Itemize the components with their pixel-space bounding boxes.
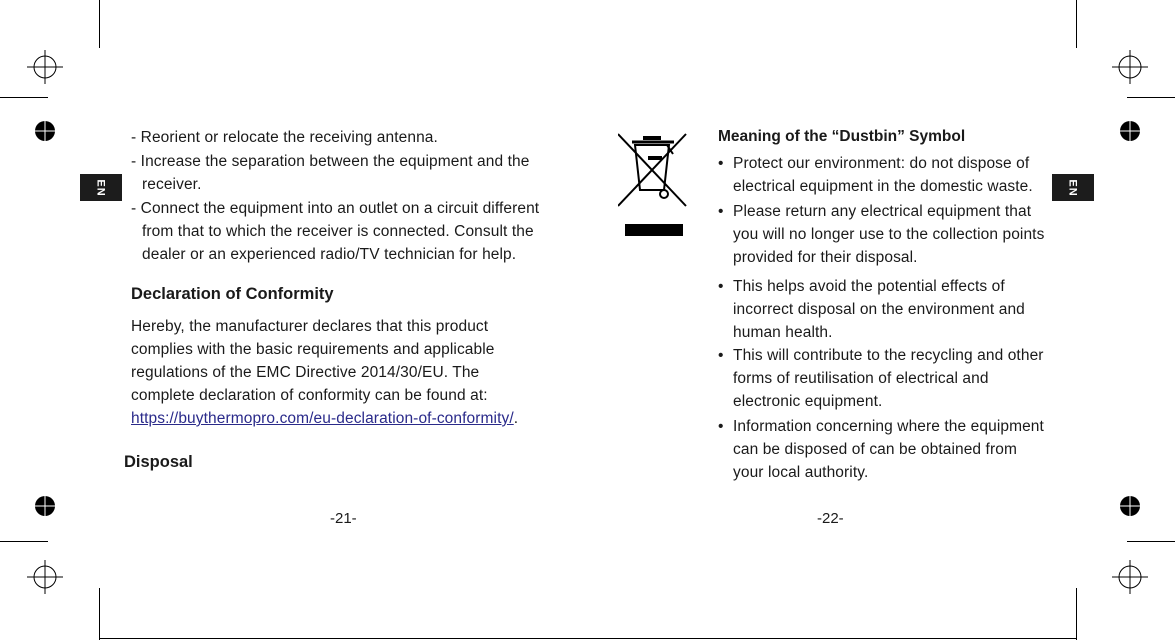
registration-mark-icon xyxy=(25,559,65,595)
bullet-list-item: • Protect our environment: do not dispose of electrical equipment in the domestic waste. xyxy=(718,152,1053,198)
declaration-link-suffix: . xyxy=(513,410,519,427)
registration-mark-icon xyxy=(25,49,65,85)
crop-target-icon xyxy=(1118,119,1142,143)
trim-mark xyxy=(0,541,48,542)
crossed-out-wheelie-bin-icon xyxy=(618,132,688,238)
bullet-list-item: • This helps avoid the potential effects of incorrect disposal on the environment and human health. xyxy=(718,275,1043,344)
disposal-heading: Disposal xyxy=(124,453,193,471)
trim-mark xyxy=(1127,97,1175,98)
declaration-text: Hereby, the manufacturer declares that this product complies with the basic requirements and applicable regulations of the EMC Directive 2014/30/EU. The complete declaration of conformity can be found at: xyxy=(131,318,495,404)
bullet-list-item: • Please return any electrical equipment that you will no longer use to the collection points provided for their disposal. xyxy=(718,200,1048,269)
page-number-left: -21- xyxy=(330,510,357,527)
dash-list-item: - Reorient or relocate the receiving antenna. xyxy=(131,129,438,146)
declaration-paragraph xyxy=(131,315,531,430)
declaration-link[interactable]: https://buythermopro.com/eu-declaration-of-conformity/ xyxy=(131,410,514,427)
language-tab-label: EN xyxy=(95,178,107,197)
crop-target-icon xyxy=(1118,494,1142,518)
language-tab-left xyxy=(80,174,122,201)
dash-list-item: - Connect the equipment into an outlet on a circuit different from that to which the receiver is connected. Consult the dealer or an experienced radio/TV technician for help. xyxy=(131,200,540,263)
crop-target-icon xyxy=(33,119,57,143)
page-bottom-edge xyxy=(100,638,1076,639)
bullet-list-item: • Information concerning where the equipment can be disposed of can be obtained from your local authority. xyxy=(718,415,1051,484)
trim-mark xyxy=(1076,588,1077,640)
trim-mark xyxy=(0,97,48,98)
declaration-heading: Declaration of Conformity xyxy=(131,285,334,303)
trim-mark xyxy=(99,588,100,640)
registration-mark-icon xyxy=(1110,559,1150,595)
trim-mark xyxy=(99,0,100,48)
language-tab-right xyxy=(1052,174,1094,201)
language-tab-label: EN xyxy=(1067,178,1079,197)
bullet-list-item: • This will contribute to the recycling and other forms of reutilisation of electrical and electronic equipment. xyxy=(718,344,1053,413)
trim-mark xyxy=(1127,541,1175,542)
dash-list-item: - Increase the separation between the equipment and the receiver. xyxy=(131,153,530,193)
registration-mark-icon xyxy=(1110,49,1150,85)
trim-mark xyxy=(1076,0,1077,48)
dustbin-symbol-heading: Meaning of the “Dustbin” Symbol xyxy=(718,128,966,145)
page-number-right: -22- xyxy=(817,510,844,527)
crop-target-icon xyxy=(33,494,57,518)
